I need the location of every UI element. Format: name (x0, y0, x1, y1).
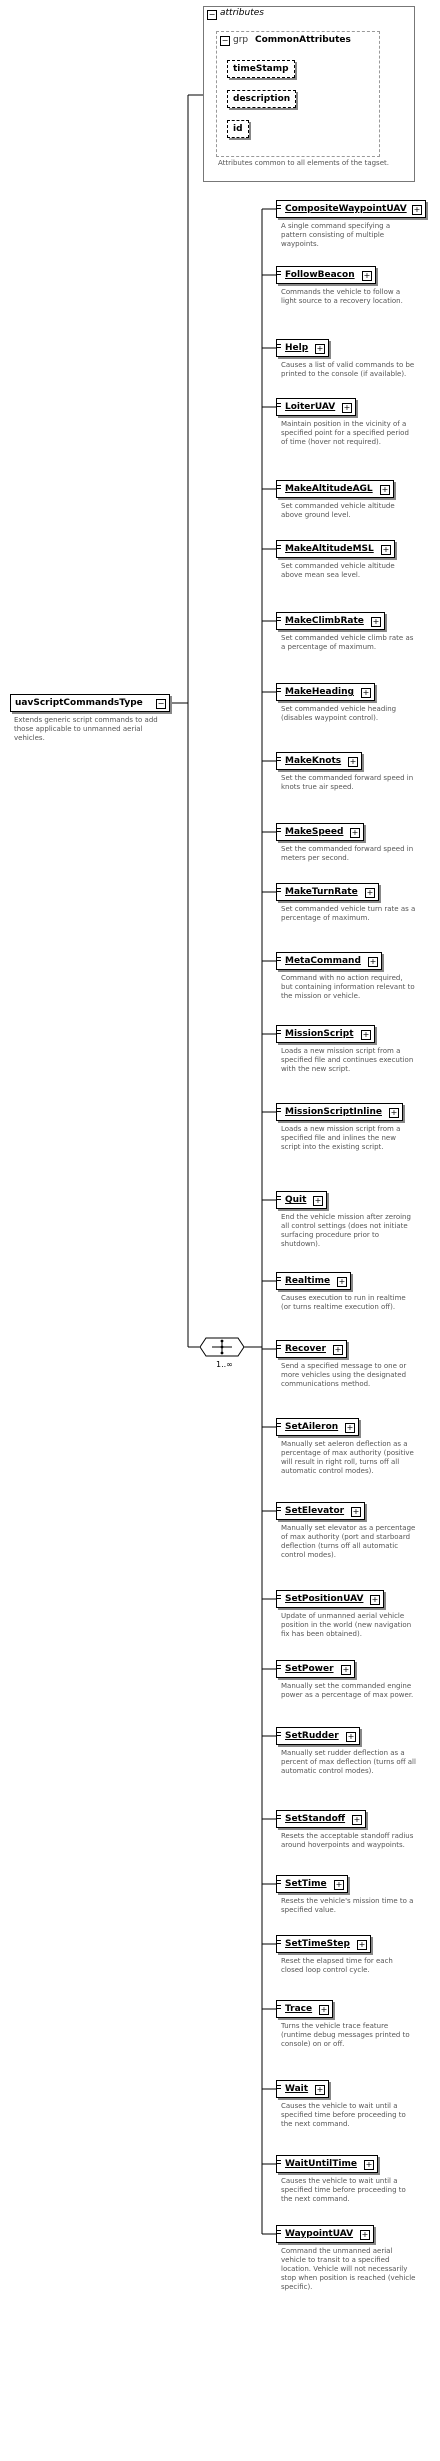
root-description: Extends generic script commands to add those applicable to unmanned aerial vehicles. (14, 716, 158, 742)
expand-icon[interactable]: + (358, 1940, 366, 1949)
element-name: SetAileron (285, 1422, 339, 1432)
expand-icon[interactable]: + (365, 2160, 373, 2169)
element-bar-icon (277, 613, 282, 629)
element-name: Wait (285, 2084, 309, 2094)
attribute-timestamp[interactable]: timeStamp (227, 60, 295, 78)
element-name: SetPositionUAV (285, 1594, 364, 1604)
element-bar-icon (277, 1503, 282, 1519)
element-name: MakeClimbRate (285, 616, 364, 626)
element-description: Causes execution to run in realtime (or turns realtime execution off). (281, 1294, 406, 1311)
element-metacommand[interactable] (276, 952, 382, 970)
group-collapse-icon[interactable]: − (221, 36, 229, 45)
element-description: Resets the acceptable standoff radius around hoverpoints and waypoints. (281, 1832, 414, 1849)
element-bar-icon (277, 884, 282, 900)
element-maketurnrate[interactable] (276, 883, 379, 901)
expand-icon[interactable]: + (338, 1277, 346, 1286)
element-name: FollowBeacon (285, 270, 355, 280)
element-bar-icon (277, 1661, 282, 1677)
expand-icon[interactable]: + (351, 828, 359, 837)
element-makeclimbrate[interactable] (276, 612, 385, 630)
expand-icon[interactable]: + (382, 545, 390, 554)
element-name: WaitUntilTime (285, 2159, 357, 2169)
element-bar-icon (277, 753, 282, 769)
element-setelevator[interactable] (276, 1502, 365, 1520)
element-bar-icon (277, 399, 282, 415)
element-recover[interactable] (276, 1340, 347, 1358)
expand-icon[interactable]: + (342, 1665, 350, 1674)
element-description: End the vehicle mission after zeroing all control settings (does not initiate surfacing procedure prior to shutdown). (281, 1213, 411, 1248)
element-trace[interactable] (276, 2000, 333, 2018)
element-bar-icon (277, 1728, 282, 1744)
element-description: Manually set elevator as a percentage of max authority (port and starboard deflection (turns off all automatic control modes). (281, 1524, 416, 1559)
element-bar-icon (277, 541, 282, 557)
expand-icon[interactable]: + (362, 688, 370, 697)
expand-icon[interactable]: + (362, 1030, 370, 1039)
element-description: Reset the elapsed time for each closed loop control cycle. (281, 1957, 393, 1974)
element-name: Quit (285, 1195, 307, 1205)
element-name: SetElevator (285, 1506, 345, 1516)
element-name: MakeSpeed (285, 827, 344, 837)
element-bar-icon (277, 2226, 282, 2242)
expand-icon[interactable]: + (346, 1423, 354, 1432)
choice-compositor[interactable] (200, 1336, 244, 1358)
element-bar-icon (277, 1273, 282, 1289)
expand-icon[interactable]: + (334, 1345, 342, 1354)
element-name: MissionScriptInline (285, 1107, 382, 1117)
element-name: SetTimeStep (285, 1939, 350, 1949)
element-bar-icon (277, 481, 282, 497)
expand-icon[interactable]: + (316, 344, 324, 353)
element-description: Manually set the commanded engine power as a percentage of max power. (281, 1682, 414, 1699)
element-bar-icon (277, 340, 282, 356)
choice-icon (200, 1336, 244, 1358)
element-makealtitudeagl[interactable] (276, 480, 394, 498)
element-description: Set the commanded forward speed in meters per second. (281, 845, 414, 862)
expand-icon[interactable]: + (372, 617, 380, 626)
attributes-panel (203, 6, 415, 182)
element-followbeacon[interactable] (276, 266, 376, 284)
element-quit[interactable] (276, 1191, 327, 1209)
expand-icon[interactable]: + (363, 271, 371, 280)
element-setpositionuav[interactable] (276, 1590, 384, 1608)
expand-icon[interactable]: + (343, 403, 351, 412)
element-description: Manually set aeleron deflection as a percentage of max authority (positive will result in right roll, turns off all automatic control modes). (281, 1440, 414, 1475)
element-bar-icon (277, 1104, 282, 1120)
element-setpower[interactable] (276, 1660, 355, 1678)
element-setaileron[interactable] (276, 1418, 359, 1436)
element-name: SetStandoff (285, 1814, 346, 1824)
element-description: Causes a list of valid commands to be printed to the console (if available). (281, 361, 415, 378)
attribute-id[interactable]: id (227, 120, 249, 138)
element-bar-icon (277, 2081, 282, 2097)
element-setrudder[interactable] (276, 1727, 360, 1745)
expand-icon[interactable]: + (335, 1880, 343, 1889)
element-bar-icon (277, 684, 282, 700)
element-bar-icon (277, 1811, 282, 1827)
element-description: Loads a new mission script from a specified file and inlines the new script into the existing script. (281, 1125, 401, 1151)
element-description: Maintain position in the vicinity of a specified point for a specified period of time (hover not required). (281, 420, 409, 446)
element-realtime[interactable] (276, 1272, 351, 1290)
element-makeheading[interactable] (276, 683, 375, 701)
element-bar-icon (277, 2156, 282, 2172)
element-settimestep[interactable] (276, 1935, 371, 1953)
choice-multiplicity: 1..∞ (216, 1360, 233, 1369)
element-waypointuav[interactable] (276, 2225, 374, 2243)
element-bar-icon (277, 1026, 282, 1042)
element-missionscript[interactable] (276, 1025, 375, 1043)
element-missionscriptinline[interactable] (276, 1103, 403, 1121)
element-wait[interactable] (276, 2080, 329, 2098)
element-loiteruav[interactable] (276, 398, 356, 416)
element-bar-icon (277, 2001, 282, 2017)
common-attributes-group (216, 31, 380, 157)
expand-icon[interactable]: + (366, 888, 374, 897)
element-bar-icon (277, 824, 282, 840)
element-description: Set the commanded forward speed in knots true air speed. (281, 774, 414, 791)
element-waituntiltime[interactable] (276, 2155, 378, 2173)
element-name: LoiterUAV (285, 402, 336, 412)
element-description: Set commanded vehicle altitude above mean sea level. (281, 562, 395, 579)
element-setstandoff[interactable] (276, 1810, 366, 1828)
expand-icon[interactable]: + (314, 1196, 322, 1205)
element-name: MakeKnots (285, 756, 342, 766)
element-description: Loads a new mission script from a specified file and continues execution with the new script. (281, 1047, 414, 1073)
element-help[interactable] (276, 339, 329, 357)
element-makeknots[interactable] (276, 752, 362, 770)
element-name: MetaCommand (285, 956, 361, 966)
expand-icon[interactable]: + (361, 2230, 369, 2239)
expand-icon[interactable]: + (349, 757, 357, 766)
element-description: Send a specified message to one or more vehicles using the designated communications method. (281, 1362, 407, 1388)
group-prefix: grp (233, 35, 249, 45)
element-description: Set commanded vehicle climb rate as a percentage of maximum. (281, 634, 414, 651)
element-description: Set commanded vehicle heading (disables waypoint control). (281, 705, 397, 722)
element-bar-icon (277, 201, 282, 217)
element-name: CompositeWaypointUAV (285, 204, 407, 214)
root-element-box[interactable] (10, 694, 170, 712)
element-bar-icon (277, 1876, 282, 1892)
expand-icon[interactable]: + (371, 1595, 379, 1604)
attributes-header: attributes (220, 8, 264, 18)
element-name: SetRudder (285, 1731, 339, 1741)
element-name: SetTime (285, 1879, 327, 1889)
element-name: Realtime (285, 1276, 331, 1286)
element-description: A single command specifying a pattern consisting of multiple waypoints. (281, 222, 391, 248)
expand-icon[interactable]: + (320, 2005, 328, 2014)
element-description: Set commanded vehicle altitude above ground level. (281, 502, 395, 519)
element-description: Set commanded vehicle turn rate as a percentage of maximum. (281, 905, 416, 922)
element-name: MakeAltitudeAGL (285, 484, 373, 494)
expand-icon[interactable]: + (353, 1815, 361, 1824)
element-name: Trace (285, 2004, 313, 2014)
element-bar-icon (277, 1192, 282, 1208)
group-name: CommonAttributes (255, 35, 351, 45)
element-name: SetPower (285, 1664, 334, 1674)
element-description: Resets the vehicle's mission time to a specified value. (281, 1897, 414, 1914)
expand-icon[interactable]: + (390, 1108, 398, 1117)
element-bar-icon (277, 953, 282, 969)
element-bar-icon (277, 267, 282, 283)
expand-icon[interactable]: + (381, 485, 389, 494)
expand-icon[interactable]: + (316, 2085, 324, 2094)
element-makespeed[interactable] (276, 823, 364, 841)
expand-icon[interactable]: + (347, 1732, 355, 1741)
element-bar-icon (277, 1936, 282, 1952)
element-compositewaypointuav[interactable] (276, 200, 426, 218)
element-name: MakeHeading (285, 687, 354, 697)
element-bar-icon (277, 1419, 282, 1435)
element-bar-icon (277, 1341, 282, 1357)
root-element-name: uavScriptCommandsType (15, 698, 143, 708)
element-name: Recover (285, 1344, 326, 1354)
expand-icon[interactable]: + (369, 957, 377, 966)
element-name: Help (285, 343, 309, 353)
element-description: Update of unmanned aerial vehicle position in the world (new navigation fix has been obtained). (281, 1612, 412, 1638)
element-description: Command the unmanned aerial vehicle to transit to a specified location. Vehicle will not necessarily stop when position is reached (vehicle specific). (281, 2247, 416, 2291)
element-description: Causes the vehicle to wait until a specified time before proceeding to the next command. (281, 2177, 406, 2203)
element-name: MissionScript (285, 1029, 354, 1039)
element-description: Commands the vehicle to follow a light source to a recovery location. (281, 288, 403, 305)
attributes-description: Attributes common to all elements of the tagset. (218, 159, 389, 167)
element-name: WaypointUAV (285, 2229, 354, 2239)
element-description: Turns the vehicle trace feature (runtime debug messages printed to console) on or off. (281, 2022, 410, 2048)
element-description: Manually set rudder deflection as a percent of max deflection (turns off all automatic control modes). (281, 1749, 416, 1775)
attribute-description[interactable]: description (227, 90, 296, 108)
expand-icon[interactable]: + (413, 205, 421, 214)
attributes-collapse-icon[interactable]: − (208, 10, 216, 19)
element-settime[interactable] (276, 1875, 348, 1893)
element-description: Command with no action required, but containing information relevant to the mission or vehicle. (281, 974, 415, 1000)
element-bar-icon (277, 1591, 282, 1607)
element-name: MakeAltitudeMSL (285, 544, 374, 554)
root-expand-icon[interactable]: − (157, 699, 165, 708)
element-description: Causes the vehicle to wait until a specified time before proceeding to the next command. (281, 2102, 406, 2128)
element-makealtitudemsl[interactable] (276, 540, 395, 558)
element-name: MakeTurnRate (285, 887, 358, 897)
expand-icon[interactable]: + (352, 1507, 360, 1516)
